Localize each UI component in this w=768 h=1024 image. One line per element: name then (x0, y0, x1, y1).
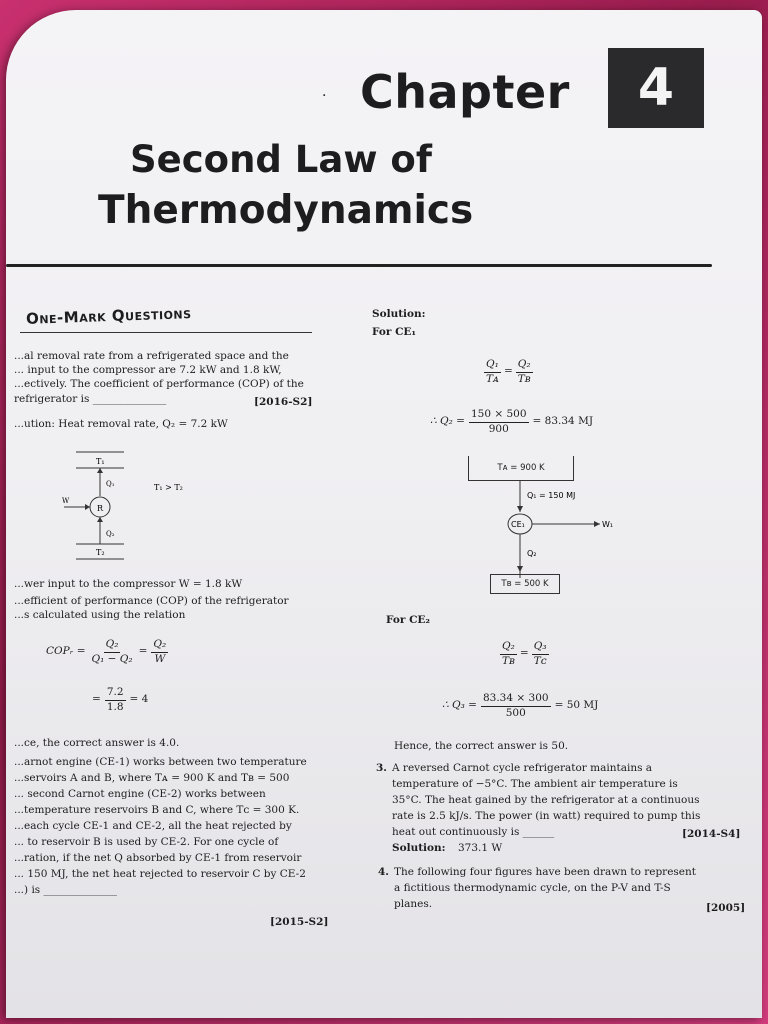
ratio-1-right (516, 358, 533, 386)
cop-fraction-2-num: Q₂ (151, 638, 168, 653)
header-rule (6, 264, 712, 267)
q3-fraction-den: 500 (505, 706, 526, 719)
reservoir-t2-label: T₂ (96, 548, 105, 557)
q3-line: temperature of −5°C. The ambient air temperature is (392, 778, 678, 790)
work-flow-arrowhead (594, 521, 600, 527)
cop-fraction-2 (151, 638, 168, 666)
cop-equation (46, 638, 168, 666)
q3-solution-label: Solution: (392, 842, 446, 854)
ratio-equation-1 (484, 358, 533, 386)
q4-line: planes. (394, 898, 433, 910)
cop-equation-2 (92, 686, 148, 714)
refrigerator-figure (56, 446, 216, 566)
q2-label: Q₂ (106, 530, 115, 538)
diagram-q2-label: Q₂ (527, 549, 537, 558)
q4-year-tag: [2005] (706, 902, 746, 914)
cop-lhs: COPᵣ = (46, 645, 86, 658)
dot-mark: · (322, 88, 327, 104)
q2-text-line: ...) is ______________ (14, 884, 118, 896)
chapter-number-box (608, 48, 704, 128)
q2-text-line: ... 150 MJ, the net heat rejected to reservoir C by CE-2 (14, 868, 306, 880)
ratio-1-right-den: Tʙ (517, 372, 531, 385)
q2-fraction-num: 150 × 500 (469, 408, 529, 423)
q1-year-tag: [2016-S2] (254, 396, 313, 408)
section-heading-rule (20, 332, 312, 333)
reservoir-a-box (468, 456, 574, 481)
cop-numeric-den: 1.8 (106, 700, 124, 713)
q2-text-line: ...temperature reservoirs B and C, where Tᴄ = 300 K. (14, 804, 300, 816)
q2-arrowhead (97, 517, 103, 522)
ratio-2-right-num: Q₃ (532, 640, 549, 655)
equals-sign: = (503, 365, 513, 378)
q1-label: Q₁ (106, 480, 115, 488)
for-ce2-label: For CE₂ (386, 614, 431, 626)
q1-text-line: refrigerator is ______________ (14, 393, 167, 405)
cop-fraction-2-den: W (154, 652, 166, 665)
q2-text-line: ...ration, if the net Q absorbed by CE-1 from reservoir (14, 852, 302, 864)
ratio-1-left (484, 358, 501, 386)
cop-fraction-1-den: Q₁ − Q₂ (91, 652, 133, 665)
q3-line: 35°C. The heat gained by the refrigerator at a continuous (392, 794, 700, 806)
q1-text-line: ...al removal rate from a refrigerated space and the (14, 350, 289, 362)
q3-number: 3. (376, 762, 387, 774)
q4-number: 4. (378, 866, 389, 878)
q2-year-tag: [2015-S2] (270, 916, 329, 928)
work-arrowhead (85, 504, 90, 510)
reservoir-b-label: Tʙ = 500 K (501, 579, 549, 589)
q4-line: a fictitious thermodynamic cycle, on the P-V and T-S (394, 882, 671, 894)
equals-sign: = (92, 693, 101, 706)
q2-flow-arrowhead (517, 566, 523, 572)
cop-numeric-fraction (105, 686, 126, 714)
q3-fraction-num: 83.34 × 300 (481, 692, 551, 707)
q1-power-line: ...wer input to the compressor W = 1.8 kW (14, 578, 243, 590)
ratio-equation-2 (500, 640, 549, 668)
q2-text-line: ...arnot engine (CE-1) works between two temperature (14, 756, 307, 768)
ratio-2-left-num: Q₂ (500, 640, 517, 655)
q1-flow-arrowhead (517, 506, 523, 512)
ratio-1-left-num: Q₁ (484, 358, 501, 373)
q2-result: = 83.34 MJ (532, 415, 594, 428)
chapter-word: Chapter (360, 65, 570, 119)
q1-arrowhead (97, 468, 103, 473)
cop-numeric-num: 7.2 (105, 686, 126, 701)
q2-lhs: ∴ Q₂ = (430, 415, 465, 428)
q4-line: The following four figures have been drawn to represent (394, 866, 696, 878)
q1-cop-line: ...s calculated using the relation (14, 609, 186, 621)
q3-result: = 50 MJ (554, 699, 599, 712)
ratio-1-right-num: Q₂ (516, 358, 533, 373)
ratio-2-left-den: Tʙ (502, 654, 515, 667)
q1-text-line: ... input to the compressor are 7.2 kW and 1.8 kW, (14, 364, 282, 376)
for-ce1-label: For CE₁ (372, 326, 417, 338)
ratio-2-left (500, 640, 517, 668)
equals-sign: = (519, 647, 529, 660)
q2-text-line: ...each cycle CE-1 and CE-2, all the heat rejected by (14, 820, 292, 832)
diagram-ce-label: CE₁ (511, 520, 525, 529)
reservoir-a-label: Tᴀ = 900 K (497, 463, 545, 473)
diagram-w-label: W₁ (602, 520, 614, 529)
q2-text-line: ...servoirs A and B, where Tᴀ = 900 K and Tʙ = 500 (14, 772, 290, 784)
q1-solution-line: ...ution: Heat removal rate, Q₂ = 7.2 kW (14, 418, 228, 430)
section-heading: One-Mark Questions (25, 304, 192, 328)
chapter-title-line2: Thermodynamics (98, 188, 474, 233)
chapter-number: 4 (637, 58, 675, 118)
q3-line: A reversed Carnot cycle refrigerator maintains a (392, 762, 653, 774)
equals-sign: = (138, 645, 148, 658)
cop-fraction-1 (90, 638, 135, 666)
solution-label: Solution: (372, 308, 426, 320)
solution-answer: Hence, the correct answer is 50. (394, 740, 569, 752)
q3-fraction (481, 692, 551, 720)
q2-value-equation (430, 408, 593, 436)
ratio-2-right-den: Tᴄ (533, 654, 547, 667)
q3-lhs: ∴ Q₃ = (442, 699, 477, 712)
cop-fraction-1-num: Q₂ (104, 638, 121, 653)
q1-answer: ...ce, the correct answer is 4.0. (14, 737, 180, 749)
work-label: W (62, 497, 70, 505)
q3-solution-value: 373.1 W (458, 842, 503, 854)
temperature-condition: T₁ > T₂ (154, 483, 183, 492)
q1-cop-line: ...efficient of performance (COP) of the refrigerator (14, 595, 289, 607)
q2-fraction-den: 900 (488, 422, 509, 435)
reservoir-t1-label: T₁ (96, 457, 105, 466)
carnot-engine-diagram (496, 480, 616, 584)
q2-text-line: ... second Carnot engine (CE-2) works between (14, 788, 266, 800)
q1-text-line: ...ectively. The coefficient of performance (COP) of the (14, 378, 304, 390)
diagram-q1-label: Q₁ = 150 MJ (527, 491, 576, 500)
chapter-title-line1: Second Law of (130, 138, 432, 181)
book-page (6, 10, 762, 1018)
ratio-1-left-den: Tᴀ (486, 372, 499, 385)
q2-fraction (469, 408, 529, 436)
cop-result: = 4 (129, 693, 149, 706)
refrigerator-label: R (97, 504, 104, 513)
q3-line: heat out continuously is ______ (392, 826, 555, 838)
q3-value-equation (442, 692, 598, 720)
reservoir-b-box (490, 574, 560, 594)
q3-line: rate is 2.5 kJ/s. The power (in watt) required to pump this (392, 810, 701, 822)
ratio-2-right (532, 640, 549, 668)
q2-text-line: ... to reservoir B is used by CE-2. For one cycle of (14, 836, 279, 848)
q3-year-tag: [2014-S4] (682, 828, 741, 840)
